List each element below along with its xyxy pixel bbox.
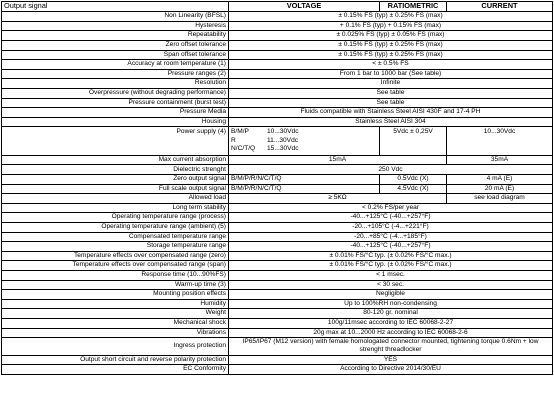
table-row bbox=[2, 117, 553, 127]
row-value: From 1 bar to 1000 bar (See table) bbox=[229, 69, 553, 79]
row-label: Resolution bbox=[2, 79, 229, 89]
row-label: Long term stability bbox=[2, 203, 229, 213]
table-row bbox=[2, 328, 553, 338]
zero-output-code: B/M/P/R/N/C/T/Q bbox=[229, 175, 380, 185]
table-row bbox=[2, 270, 553, 280]
row-label: Mounting position effects bbox=[2, 290, 229, 300]
table-row bbox=[2, 31, 553, 41]
table-row bbox=[2, 222, 553, 232]
row-value: YES bbox=[229, 355, 553, 365]
row-value: Stainless Steel AISI 304 bbox=[229, 117, 553, 127]
zero-output-current: 4 mA (E) bbox=[447, 175, 553, 185]
row-label: Overpressure (without degrading performance) bbox=[2, 88, 229, 98]
table-row bbox=[2, 88, 553, 98]
row-value: -40...+125°C (-40...+257°F) bbox=[229, 213, 553, 223]
table-row bbox=[2, 175, 553, 185]
table-row bbox=[2, 299, 553, 309]
table-row bbox=[2, 355, 553, 365]
row-value: < 0.2% FS/per year bbox=[229, 203, 553, 213]
table-row bbox=[2, 155, 553, 165]
row-label: Warm-up time (3) bbox=[2, 280, 229, 290]
full-scale-current: 20 mA (E) bbox=[447, 184, 553, 194]
ratiometric-header: RATIOMETRIC bbox=[380, 2, 447, 12]
row-value: Negligible bbox=[229, 290, 553, 300]
table-row bbox=[2, 280, 553, 290]
max-current-voltage: 15mA bbox=[229, 155, 447, 165]
power-supply-voltage bbox=[229, 127, 380, 156]
row-label: Weight bbox=[2, 309, 229, 319]
row-label: Non Linearity (BFSL) bbox=[2, 12, 229, 22]
row-value: ± 0.15% FS (typ) ± 0.25% FS (max) bbox=[229, 50, 553, 60]
row-label: Span offset tolerance bbox=[2, 50, 229, 60]
table-header-row bbox=[2, 2, 553, 12]
table-row bbox=[2, 290, 553, 300]
row-value: IP65/IP67 (M12 version) with female homologated connector mounted, tightening torque 0.6Nm + low strenght threadlocker bbox=[229, 338, 553, 355]
table-row bbox=[2, 40, 553, 50]
row-value: ± 0.01% FS/°C typ. (± 0.02% FS/°C max.) bbox=[229, 251, 553, 261]
row-value: ± 0.01% FS/°C typ. (± 0.02% FS/°C max.) bbox=[229, 261, 553, 271]
table-row bbox=[2, 338, 553, 355]
row-label: EC Conformity bbox=[2, 365, 229, 375]
row-label: Repeatability bbox=[2, 31, 229, 41]
full-scale-code: B/M/P/R/N/C/T/Q bbox=[229, 184, 380, 194]
row-label: Operating temperature range (ambient) (5) bbox=[2, 222, 229, 232]
max-current-current: 35mA bbox=[447, 155, 553, 165]
row-value: < 30 sec. bbox=[229, 280, 553, 290]
row-label: Allowed load bbox=[2, 194, 229, 204]
table-row bbox=[2, 213, 553, 223]
row-value: -20...+85°C (-4...+185°F) bbox=[229, 232, 553, 242]
row-label: Dielectric strenght bbox=[2, 165, 229, 175]
table-row bbox=[2, 251, 553, 261]
row-label: Zero offset tolerance bbox=[2, 40, 229, 50]
row-label: Temperature effects over compensated range (span) bbox=[2, 261, 229, 271]
row-label: Compensated temperature range bbox=[2, 232, 229, 242]
row-label: Pressure containment (burst test) bbox=[2, 98, 229, 108]
current-header: CURRENT bbox=[447, 2, 553, 12]
power-supply-ratiometric: 5Vdc ± 0,25V bbox=[380, 127, 447, 156]
row-value: Infinite bbox=[229, 79, 553, 89]
row-value: ± 0.025% FS (typ) ± 0.05% FS (max) bbox=[229, 31, 553, 41]
row-value: See table bbox=[229, 88, 553, 98]
row-label: Mechanical shock bbox=[2, 318, 229, 328]
table-row bbox=[2, 318, 553, 328]
table-row bbox=[2, 50, 553, 60]
row-label: Pressure ranges (2) bbox=[2, 69, 229, 79]
table-row bbox=[2, 309, 553, 319]
table-row bbox=[2, 165, 553, 175]
table-row bbox=[2, 69, 553, 79]
row-label: Pressure Media bbox=[2, 108, 229, 118]
row-value: According to Directive 2014/30/EU bbox=[229, 365, 553, 375]
table-row bbox=[2, 79, 553, 89]
row-value: 100g/11msec according to IEC 60068-2-27 bbox=[229, 318, 553, 328]
row-value: ± 0.15% FS (typ) ± 0.25% FS (max) bbox=[229, 40, 553, 50]
row-value: ± 0.15% FS (typ) ± 0.25% FS (max) bbox=[229, 12, 553, 22]
table-row bbox=[2, 184, 553, 194]
power-supply-row bbox=[2, 127, 553, 156]
row-value: 20g max at 10...2000 Hz according to IEC 60068-2-6 bbox=[229, 328, 553, 338]
row-value: 80-120 gr. nominal bbox=[229, 309, 553, 319]
row-label: Accuracy at room temperature (1) bbox=[2, 60, 229, 70]
row-label: Storage temperature range bbox=[2, 242, 229, 252]
row-label: Temperature effects over compensated range (zero) bbox=[2, 251, 229, 261]
row-value: -20...+105°C (-4...+221°F) bbox=[229, 222, 553, 232]
row-label: Full scale output signal bbox=[2, 184, 229, 194]
row-label: Response time (10...90%FS) bbox=[2, 270, 229, 280]
row-label: Zero output signal bbox=[2, 175, 229, 185]
table-row bbox=[2, 242, 553, 252]
row-value: < 1 msec. bbox=[229, 270, 553, 280]
row-value: + 0.1% FS (typ) + 0.15% FS (max) bbox=[229, 21, 553, 31]
row-label: Housing bbox=[2, 117, 229, 127]
output-signal-header: Output signal bbox=[2, 2, 229, 12]
row-label: Ingress protection bbox=[2, 338, 229, 355]
row-label: Power supply (4) bbox=[2, 127, 229, 156]
full-scale-ratiometric: 4.5Vdc (X) bbox=[380, 184, 447, 194]
table-row bbox=[2, 365, 553, 375]
table-row bbox=[2, 261, 553, 271]
table-row bbox=[2, 232, 553, 242]
row-label: Vibrations bbox=[2, 328, 229, 338]
specifications-table bbox=[1, 1, 553, 375]
power-supply-line: B/M/P 10...30Vdc bbox=[231, 128, 299, 136]
allowed-load-voltage: ≥ 5KΩ bbox=[229, 194, 447, 204]
row-value: 250 Vdc bbox=[229, 165, 553, 175]
row-value: See table bbox=[229, 98, 553, 108]
table-row bbox=[2, 203, 553, 213]
row-value: < ± 0.5% FS bbox=[229, 60, 553, 70]
voltage-header: VOLTAGE bbox=[229, 2, 380, 12]
row-value: Up to 100%RH non-condensing bbox=[229, 299, 553, 309]
row-label: Humidity bbox=[2, 299, 229, 309]
power-supply-line: R 11...30Vdc bbox=[231, 136, 299, 144]
row-label: Operating temperature range (process) bbox=[2, 213, 229, 223]
table-row bbox=[2, 60, 553, 70]
allowed-load-current: see load diagram bbox=[447, 194, 553, 204]
row-label: Hysteresis bbox=[2, 21, 229, 31]
row-value: Fluids compatible with Stainless Steel AISI 430F and 17-4 PH bbox=[229, 108, 553, 118]
row-label: Max current absorption bbox=[2, 155, 229, 165]
table-row bbox=[2, 108, 553, 118]
row-value: -40...+125°C (-40...+257°F) bbox=[229, 242, 553, 252]
row-label: Output short circuit and reverse polarity protection bbox=[2, 355, 229, 365]
table-row bbox=[2, 12, 553, 22]
table-row bbox=[2, 98, 553, 108]
zero-output-ratiometric: 0.5Vdc (X) bbox=[380, 175, 447, 185]
table-row bbox=[2, 194, 553, 204]
table-row bbox=[2, 21, 553, 31]
power-supply-line: N/C/T/Q 15...30Vdc bbox=[231, 145, 299, 153]
power-supply-current: 10...30Vdc bbox=[447, 127, 553, 156]
